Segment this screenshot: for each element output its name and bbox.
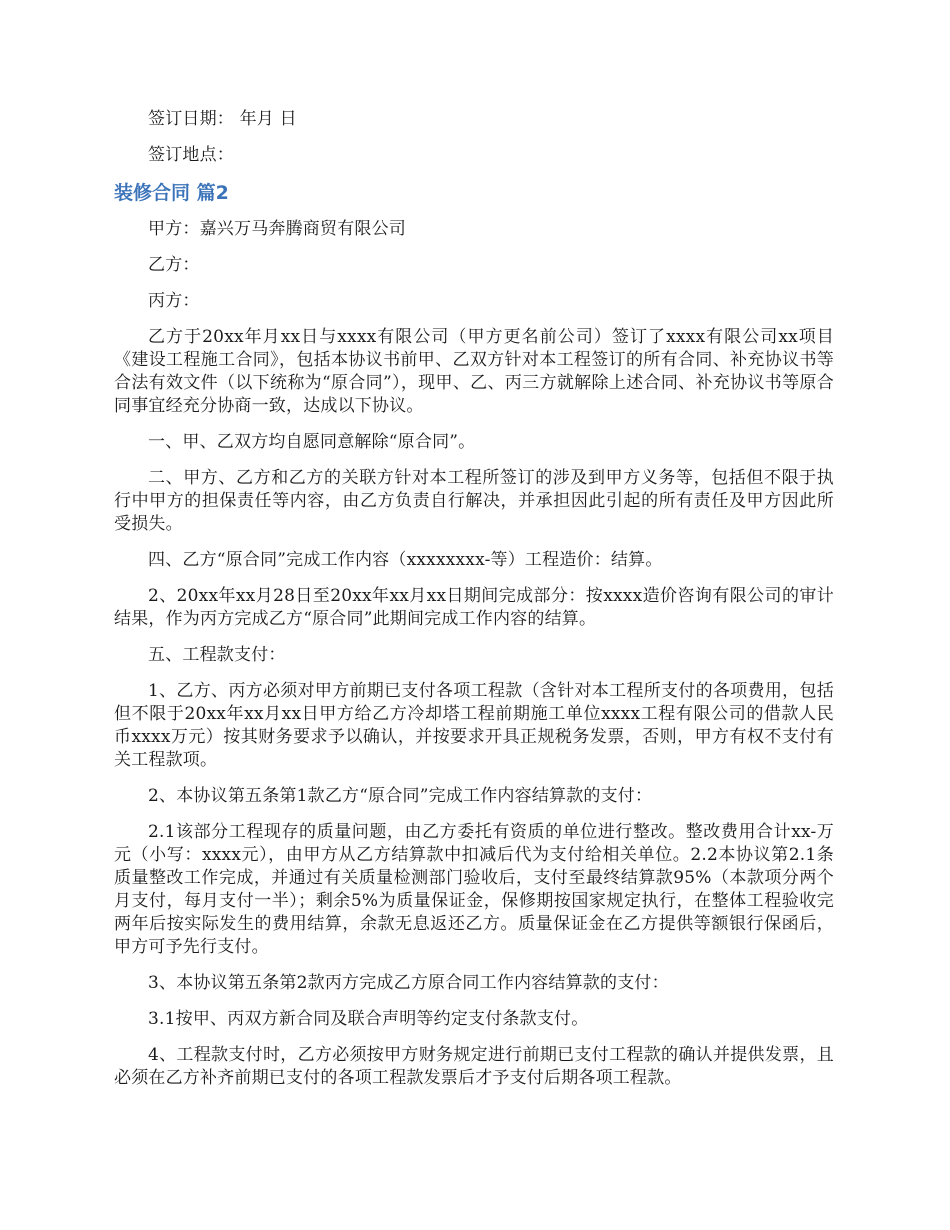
clause-5-item-2: 2、本协议第五条第1款乙方“原合同”完成工作内容结算款的支付：	[148, 786, 653, 806]
clause-1: 一、甲、乙双方均自愿同意解除“原合同”。	[148, 432, 476, 452]
clause-5-item-3: 3、本协议第五条第2款丙方完成乙方原合同工作内容结算款的支付：	[148, 973, 669, 993]
section-heading: 装修合同 篇2	[114, 182, 229, 204]
signing-date: 签订日期： 年月 日	[148, 109, 297, 129]
party-b: 乙方：	[148, 255, 200, 275]
signing-place: 签订地点：	[148, 145, 234, 165]
clause-5-item-1: 1、乙方、丙方必须对甲方前期已支付各项工程款（含针对本工程所支付的各项费用，包括但不限于20xx年xx月xx日甲方给乙方冷却塔工程前期施工单位xxxx工程有限公司的借款人民币xxxx万元）按其财务要求予以确认，并按要求开具正规税务发票，否则，甲方有权不支付有关工程款项。	[114, 681, 834, 770]
clause-5-item-3-1: 3.1按甲、丙双方新合同及联合声明等约定支付条款支付。	[148, 1009, 589, 1029]
clause-4-item-2: 2、20xx年xx月28日至20xx年xx月xx日期间完成部分：按xxxx造价咨询有限公司的审计结果，作为丙方完成乙方“原合同”此期间完成工作内容的结算。	[114, 586, 834, 629]
clause-5: 五、工程款支付：	[148, 645, 286, 665]
clause-2: 二、甲方、乙方和乙方的关联方针对本工程所签订的涉及到甲方义务等，包括但不限于执行中甲方的担保责任等内容，由乙方负责自行解决，并承担因此引起的所有责任及甲方因此所受损失。	[114, 468, 834, 534]
intro-paragraph: 乙方于20xx年月xx日与xxxx有限公司（甲方更名前公司）签订了xxxx有限公司xx项目《建设工程施工合同》，包括本协议书前甲、乙双方针对本工程签订的所有合同、补充协议书等合法有效文件（以下统称为“原合同”），现甲、乙、丙三方就解除上述合同、补充协议书等原合同事宜经充分协商一致，达成以下协议。	[114, 327, 834, 416]
party-a: 甲方：嘉兴万马奔腾商贸有限公司	[148, 219, 406, 239]
document-body	[114, 108, 834, 1103]
clause-4: 四、乙方“原合同”完成工作内容（xxxxxxxx-等）工程造价：结算。	[148, 550, 663, 570]
party-c: 丙方：	[148, 291, 200, 311]
clause-5-item-4: 4、工程款支付时，乙方必须按甲方财务规定进行前期已支付工程款的确认并提供发票，且必须在乙方补齐前期已支付的各项工程款发票后才予支付后期各项工程款。	[114, 1045, 834, 1088]
clause-5-item-2-1: 2.1该部分工程现存的质量问题，由乙方委托有资质的单位进行整改。整改费用合计xx-万元（小写：xxxx元），由甲方从乙方结算款中扣减后代为支付给相关单位。2.2本协议第2.1条质量整改工作完成，并通过有关质量检测部门验收后，支付至最终结算款95%（本款项分两个月支付，每月支付一半）；剩余5%为质量保证金，保修期按国家规定执行，在整体工程验收完两年后按实际发生的费用结算，余款无息返还乙方。质量保证金在乙方提供等额银行保函后，甲方可予先行支付。	[114, 822, 834, 957]
